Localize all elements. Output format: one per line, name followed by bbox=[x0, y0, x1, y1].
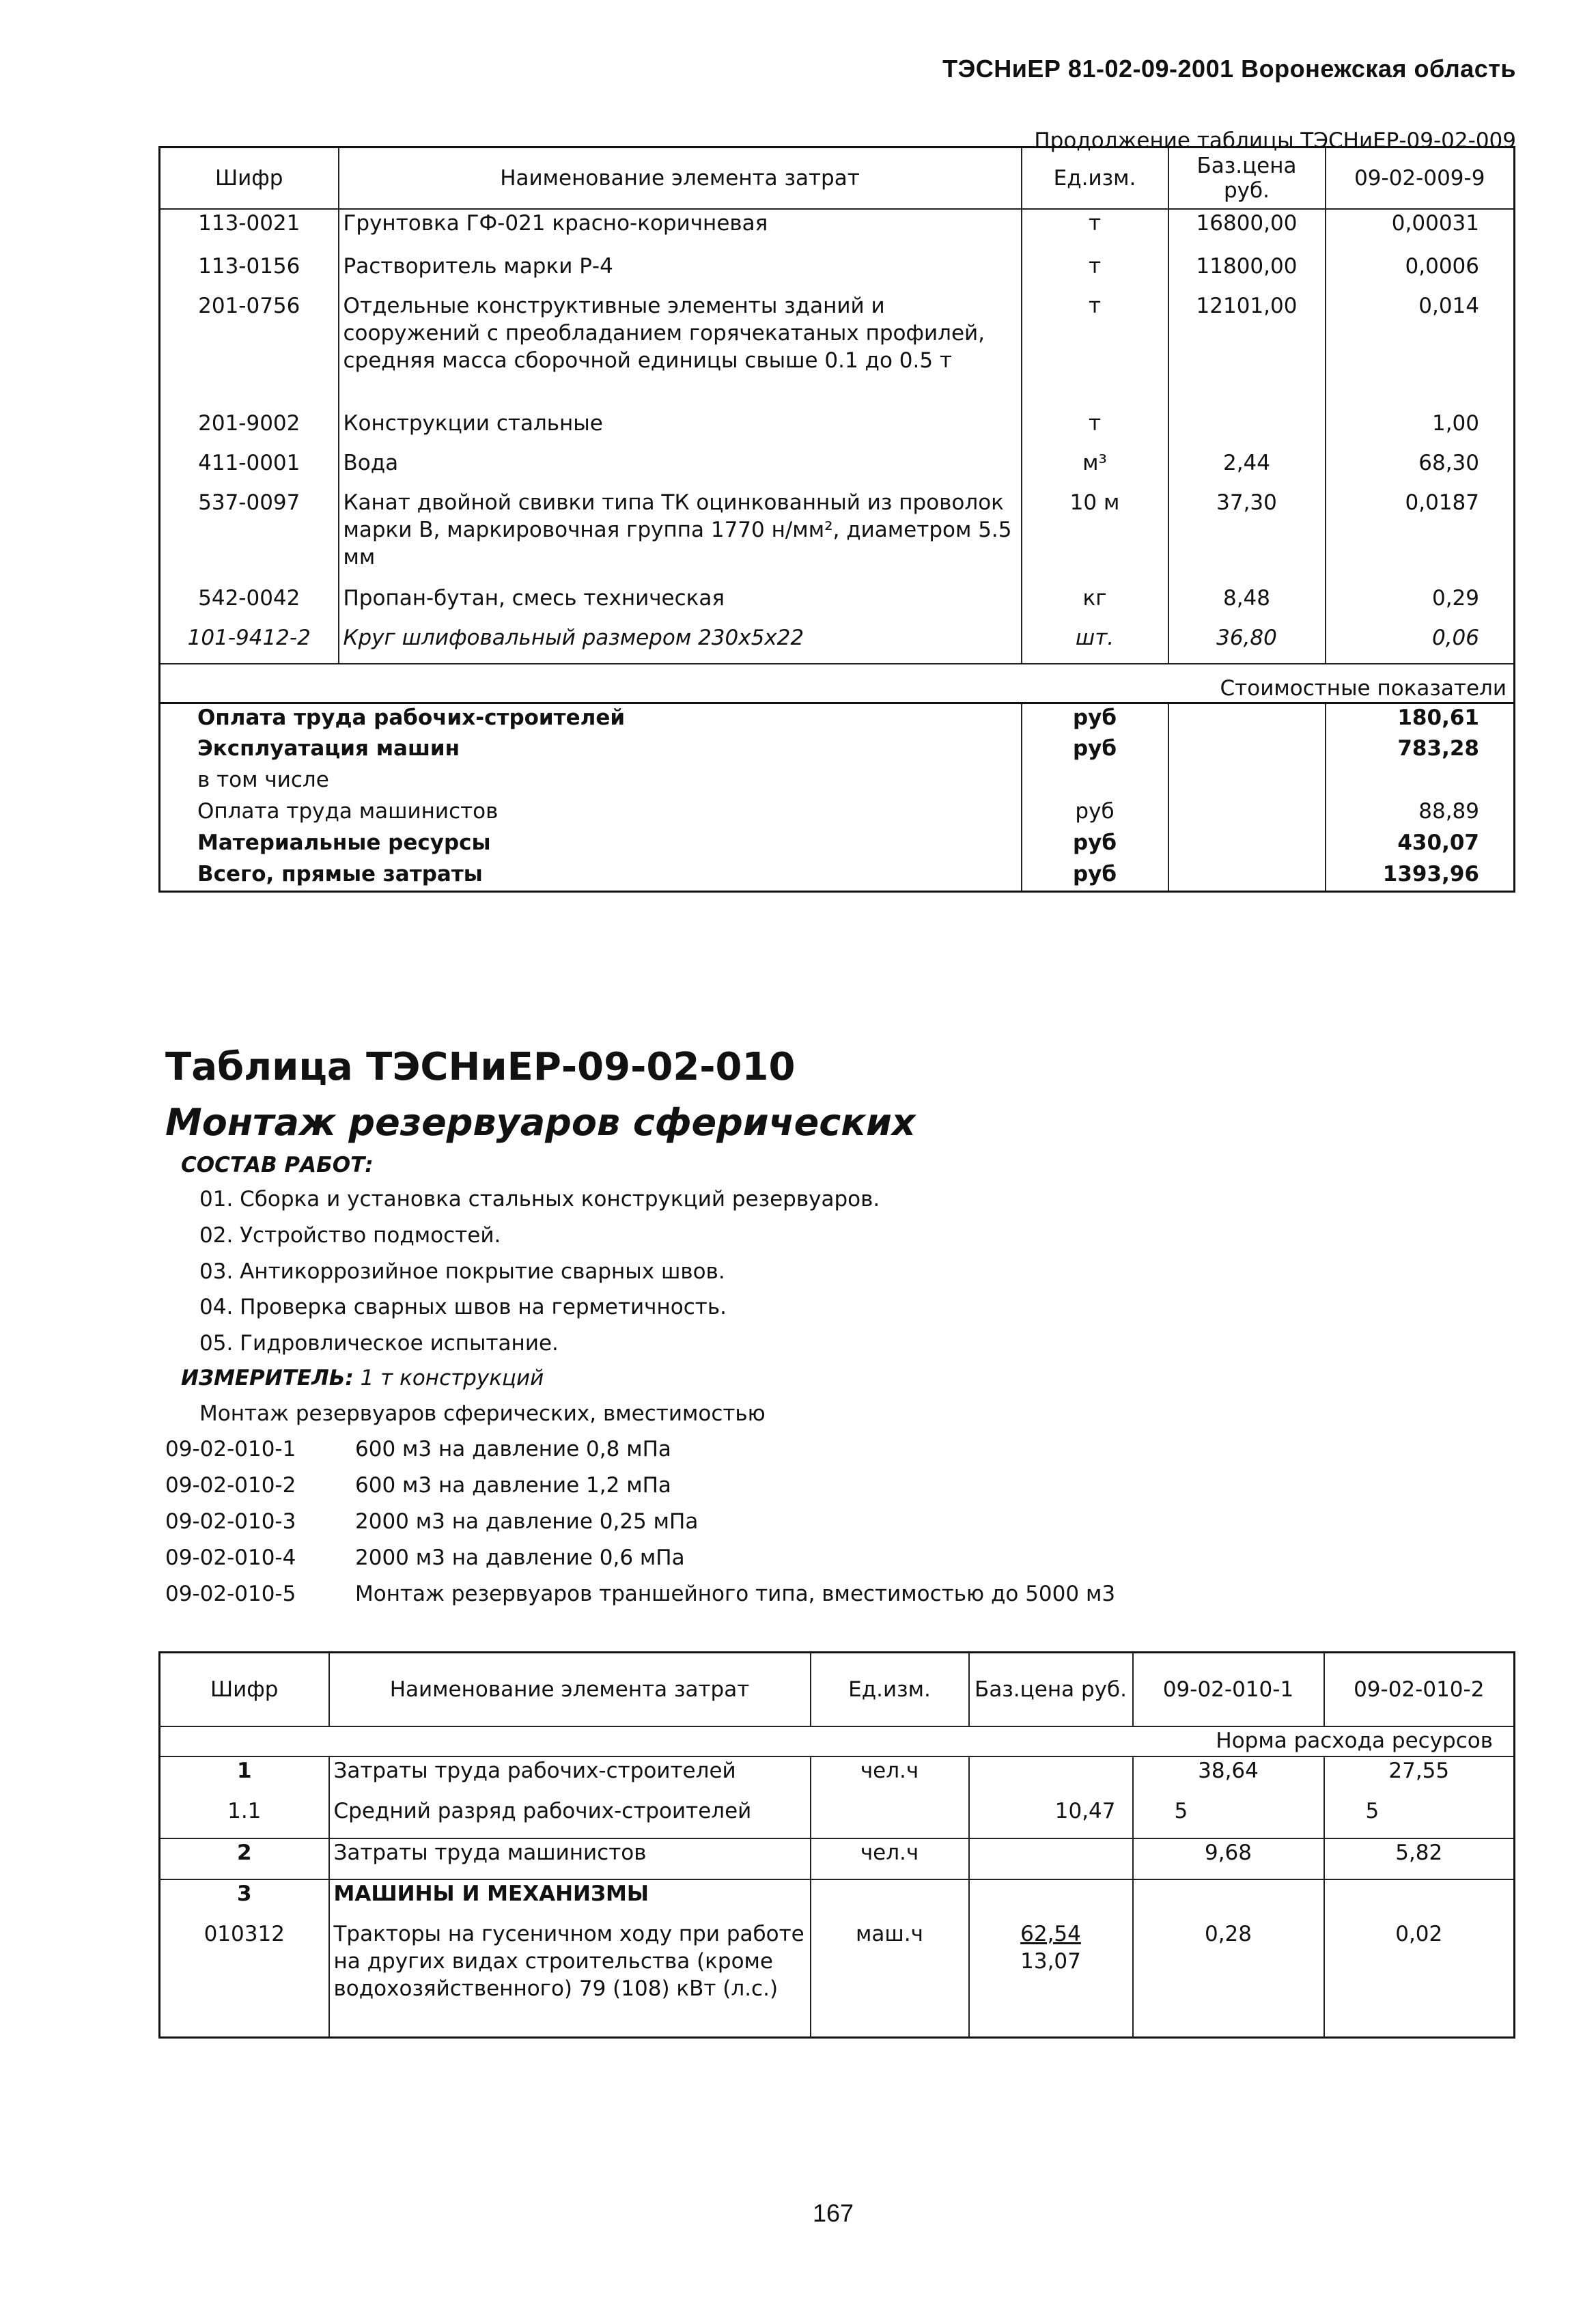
meter-description: Монтаж резервуаров сферических, вместимостью bbox=[199, 1401, 766, 1426]
norm-header: Норма расхода ресурсов bbox=[1216, 1728, 1493, 1753]
work-item: 04. Проверка сварных швов на герметичность. bbox=[199, 1295, 727, 1319]
item-code: 09-02-010-2 bbox=[165, 1473, 296, 1498]
item-text: 600 м3 на давление 0,8 мПа bbox=[355, 1437, 671, 1461]
meter-line bbox=[181, 1366, 544, 1390]
cost-header: Стоимостные показатели bbox=[1220, 676, 1507, 701]
table-row: 1.1 Средний разряд рабочих-строителей 10,47 5 5 bbox=[160, 1797, 1515, 1838]
col-name: Наименование элемента затрат bbox=[329, 1653, 811, 1726]
table-subtitle: Монтаж резервуаров сферических bbox=[165, 1101, 916, 1144]
col-code: Шифр bbox=[215, 165, 283, 191]
table-row: 3 МАШИНЫ И МЕХАНИЗМЫ bbox=[160, 1879, 1515, 1920]
meter-value: 1 т конструкций bbox=[360, 1366, 544, 1390]
table-row: 1 Затраты труда рабочих-строителей чел.ч 38,64 27,55 bbox=[160, 1756, 1515, 1797]
item-text: 2000 м3 на давление 0,6 мПа bbox=[355, 1545, 685, 1570]
col-code: Шифр bbox=[210, 1677, 279, 1702]
table-header-row bbox=[160, 1653, 1515, 1726]
resources-table-010 bbox=[158, 1651, 1515, 2039]
item-text: 600 м3 на давление 1,2 мПа bbox=[355, 1473, 671, 1498]
page-number: 167 bbox=[812, 2199, 854, 2227]
table-row: 201-9002 Конструкции стальные т 1,00 bbox=[160, 410, 1515, 449]
meter-label: ИЗМЕРИТЕЛЬ: bbox=[181, 1366, 354, 1390]
document-header: ТЭСНиЕР 81-02-09-2001 Воронежская область bbox=[942, 55, 1516, 83]
table-row: 201-0756 Отдельные конструктивные элементы зданий и сооружений с преобладанием горячекатаных профилей, средняя масса сборочной единицы свыше 0.1 до 0.5 т т 12101,00 0,014 bbox=[160, 292, 1515, 410]
cost-row-total: Всего, прямые затраты руб 1393,96 bbox=[160, 860, 1515, 892]
table-title: Таблица ТЭСНиЕР-09-02-010 bbox=[165, 1045, 796, 1089]
item-code: 09-02-010-1 bbox=[165, 1437, 296, 1461]
work-item: 03. Антикоррозийное покрытие сварных швов. bbox=[199, 1259, 725, 1284]
cost-row: в том числе bbox=[160, 766, 1515, 798]
col-norm-2: 09-02-010-2 bbox=[1324, 1653, 1515, 1726]
table-row: 101-9412-2 Круг шлифовальный размером 230x5x22 шт. 36,80 0,06 bbox=[160, 624, 1515, 664]
table-row: 537-0097 Канат двойной свивки типа ТК оцинкованный из проволок марки В, маркировочная группа 1770 н/мм², диаметром 5.5 мм 10 м 37,30 0,0187 bbox=[160, 489, 1515, 585]
works-label: СОСТАВ РАБОТ: bbox=[181, 1153, 374, 1177]
item-text: 2000 м3 на давление 0,25 мПа bbox=[355, 1509, 699, 1534]
table-row: 010312 Тракторы на гусеничном ходу при работе на других видах строительства (кроме водохозяйственного) 79 (108) кВт (л.с.) маш.ч 62,54 13,07 0,28 0,02 bbox=[160, 1920, 1515, 2038]
cost-row: Эксплуатация машин руб 783,28 bbox=[160, 735, 1515, 766]
work-item: 05. Гидровлическое испытание. bbox=[199, 1331, 559, 1356]
table-row: 113-0156 Растворитель марки Р-4 т 11800,00 0,0006 bbox=[160, 253, 1515, 292]
col-unit: Ед.изм. bbox=[811, 1653, 969, 1726]
table-row: 542-0042 Пропан-бутан, смесь техническая кг 8,48 0,29 bbox=[160, 585, 1515, 624]
col-price: Баз.цена руб. bbox=[969, 1653, 1133, 1726]
col-unit: Ед.изм. bbox=[1022, 148, 1168, 209]
price-cell: 62,54 13,07 bbox=[969, 1920, 1133, 2038]
table-row: 2 Затраты труда машинистов чел.ч 9,68 5,82 bbox=[160, 1838, 1515, 1879]
item-text: Монтаж резервуаров траншейного типа, вместимостью до 5000 м3 bbox=[355, 1582, 1116, 1606]
cost-row: Оплата труда машинистов руб 88,89 bbox=[160, 798, 1515, 829]
work-item: 01. Сборка и установка стальных конструкций резервуаров. bbox=[199, 1187, 880, 1212]
item-code: 09-02-010-5 bbox=[165, 1582, 296, 1606]
cost-header-row bbox=[160, 664, 1515, 703]
cost-row: Материальные ресурсы руб 430,07 bbox=[160, 829, 1515, 860]
table-row: 411-0001 Вода м³ 2,44 68,30 bbox=[160, 449, 1515, 489]
col-norm: 09-02-009-9 bbox=[1326, 148, 1515, 209]
norm-header-row bbox=[160, 1726, 1515, 1756]
col-name: Наименование элемента затрат bbox=[339, 148, 1022, 209]
table-continuation-note: Продолжение таблицы ТЭСНиЕР-09-02-009 bbox=[1034, 128, 1516, 153]
table-row: 113-0021 Грунтовка ГФ-021 красно-коричневая т 16800,00 0,00031 bbox=[160, 209, 1515, 253]
work-item: 02. Устройство подмостей. bbox=[199, 1223, 501, 1248]
item-code: 09-02-010-4 bbox=[165, 1545, 296, 1570]
cost-row: Оплата труда рабочих-строителей руб 180,61 bbox=[160, 703, 1515, 735]
table-header-row bbox=[160, 148, 1515, 209]
item-code: 09-02-010-3 bbox=[165, 1509, 296, 1534]
col-price: Баз.цена руб. bbox=[1168, 148, 1326, 209]
col-norm-1: 09-02-010-1 bbox=[1133, 1653, 1324, 1726]
resources-table-009 bbox=[158, 146, 1515, 893]
